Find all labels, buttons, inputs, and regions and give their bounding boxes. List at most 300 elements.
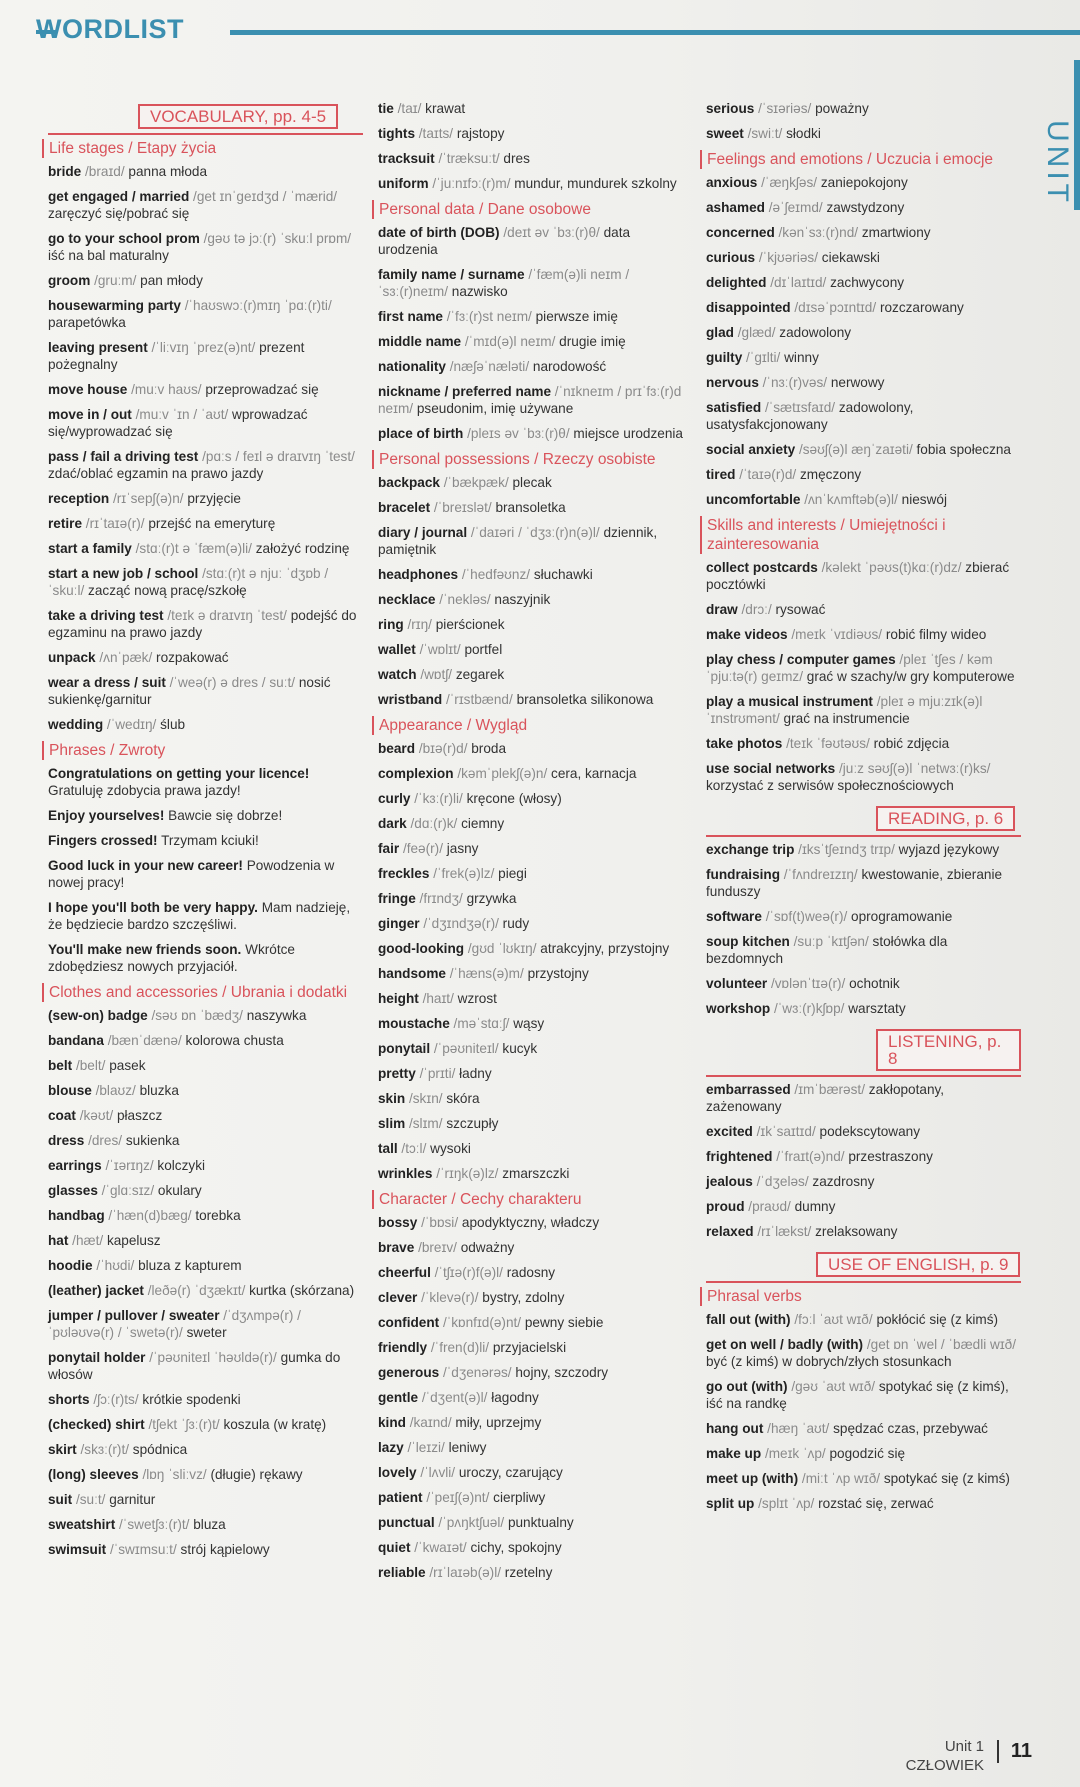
vocab-entry — [706, 1173, 1021, 1190]
entry-term: relaxed — [706, 1224, 754, 1239]
entry-pronunciation: /hæŋ ˈaʊt/ — [767, 1421, 830, 1436]
entry-term: tall — [378, 1141, 398, 1156]
entry-translation: grać w szachy/w gry komputerowe — [806, 669, 1015, 684]
entry-translation: portfel — [464, 642, 503, 657]
vocab-entry — [48, 515, 363, 532]
entry-pronunciation: /ˈjuːnɪfɔː(r)m/ — [432, 176, 511, 191]
entry-term: headphones — [378, 567, 459, 582]
entry-pronunciation: /ˈwɜː(r)kʃɒp/ — [773, 1001, 845, 1016]
entry-pronunciation: /miːt ˈʌp wɪð/ — [801, 1471, 881, 1486]
entry-translation: przyjacielski — [492, 1340, 567, 1355]
entry-translation: przeprowadzać się — [205, 382, 319, 397]
entry-translation: naszywka — [246, 1008, 307, 1023]
entry-translation: Gratuluję zdobycia prawa jazdy! — [48, 783, 241, 798]
entry-term: friendly — [378, 1340, 428, 1355]
entry-term: concerned — [706, 225, 775, 240]
vocab-entry — [378, 940, 693, 957]
entry-translation: bluza z kapturem — [138, 1258, 242, 1273]
entry-translation: zrelaksowany — [815, 1224, 898, 1239]
vocab-entry — [706, 1223, 1021, 1240]
entry-translation: sukienka — [125, 1133, 180, 1148]
vocab-entry — [706, 908, 1021, 925]
vocab-entry — [378, 383, 693, 417]
vocab-entry — [378, 425, 693, 442]
entry-pronunciation: /səʊ ɒn ˈbædʒ/ — [151, 1008, 243, 1023]
entry-pronunciation: /ˈpəʊniteɪl ˈhəʊldə(r)/ — [149, 1350, 277, 1365]
entry-term: collect postcards — [706, 560, 818, 575]
vocab-entry — [706, 324, 1021, 341]
entry-term: disappointed — [706, 300, 791, 315]
footer-unit-label: Unit 1 — [944, 1738, 984, 1755]
entry-term: start a family — [48, 541, 132, 556]
entry-pronunciation: /skɪn/ — [408, 1091, 443, 1106]
entry-term: ginger — [378, 916, 420, 931]
entry-pronunciation: /əˈʃeɪmd/ — [768, 200, 823, 215]
entry-term: serious — [706, 101, 755, 116]
entry-term: You'll make new friends soon. — [48, 942, 242, 957]
entry-pronunciation: /ˈtaɪə(r)d/ — [739, 467, 797, 482]
entry-term: Congratulations on getting your licence! — [48, 766, 310, 781]
section-heading: Phrases / Zwroty — [42, 741, 363, 760]
vocab-entry — [706, 274, 1021, 291]
entry-translation: spotykać się (z kimś), iść na randkę — [706, 1379, 1009, 1411]
section-rule — [706, 1075, 1021, 1077]
entry-pronunciation: /ˈdʒɪndʒə(r)/ — [423, 916, 499, 931]
section-box-wrap — [706, 802, 1021, 837]
entry-translation: pierwsze imię — [535, 309, 618, 324]
section-heading: Feelings and emotions / Uczucia i emocje — [700, 150, 1021, 169]
entry-pronunciation: /ˈrɪŋk(ə)lz/ — [436, 1166, 499, 1181]
entry-translation: krótkie spodenki — [142, 1392, 241, 1407]
entry-translation: grać na instrumencie — [783, 711, 910, 726]
entry-term: coat — [48, 1108, 76, 1123]
entry-pronunciation: /ˈleɪzi/ — [407, 1440, 445, 1455]
entry-term: tights — [378, 126, 415, 141]
entry-translation: atrakcyjny, przystojny — [540, 941, 670, 956]
entry-pronunciation: /rɪˈlækst/ — [757, 1224, 812, 1239]
entry-translation: gumka do włosów — [48, 1350, 341, 1382]
entry-pronunciation: /stɑː(r)t ə njuː ˈdʒɒb / ˈskuːl/ — [48, 566, 329, 598]
entry-pronunciation: /splɪt ˈʌp/ — [758, 1496, 815, 1511]
entry-term: suit — [48, 1492, 73, 1507]
entry-translation: zaniepokojony — [820, 175, 908, 190]
entry-translation: spotykać się (z kimś) — [883, 1471, 1010, 1486]
section-box-wrap — [48, 100, 363, 135]
entry-translation: zachwycony — [830, 275, 905, 290]
vocab-entry — [48, 607, 363, 641]
entry-translation: robić zdjęcia — [873, 736, 950, 751]
entry-translation: oprogramowanie — [851, 909, 953, 924]
entry-translation: słuchawki — [533, 567, 593, 582]
entry-term: cheerful — [378, 1265, 431, 1280]
entry-pronunciation: /gəʊ ˈaʊt wɪð/ — [791, 1379, 876, 1394]
entry-term: slim — [378, 1116, 406, 1131]
entry-pronunciation: /meɪk ˈvɪdiəʊs/ — [791, 627, 883, 642]
entry-translation: uroczy, czarujący — [458, 1465, 563, 1480]
vocab-entry — [378, 1040, 693, 1057]
entry-translation: zadowolony, usatysfakcjonowany — [706, 400, 914, 432]
entry-pronunciation: /ˈpʌŋktʃuəl/ — [438, 1515, 505, 1530]
entry-translation: zazdrosny — [812, 1174, 875, 1189]
vocab-entry — [706, 491, 1021, 508]
entry-pronunciation: /ˈnɪkneɪm / prɪˈfɜː(r)d neɪm/ — [378, 384, 682, 416]
entry-term: curly — [378, 791, 411, 806]
vocab-entry — [378, 1539, 693, 1556]
entry-term: uniform — [378, 176, 429, 191]
entry-translation: nazwisko — [451, 284, 508, 299]
vocab-entry — [48, 1466, 363, 1483]
vocab-entry — [706, 1148, 1021, 1165]
vocab-entry — [378, 474, 693, 491]
entry-translation: rudy — [502, 916, 530, 931]
entry-term: move in / out — [48, 407, 132, 422]
entry-translation: zakłopotany, zażenowany — [706, 1082, 945, 1114]
vocab-entry — [378, 308, 693, 325]
vocab-entry — [48, 832, 363, 849]
entry-term: workshop — [706, 1001, 771, 1016]
entry-term: ponytail — [378, 1041, 431, 1056]
vocab-entry — [48, 272, 363, 289]
entry-pronunciation: /ˈrɪstbænd/ — [445, 692, 513, 707]
entry-term: earrings — [48, 1158, 102, 1173]
entry-term: tie — [378, 101, 394, 116]
entry-term: exchange trip — [706, 842, 795, 857]
vocab-entry — [378, 125, 693, 142]
vocab-entry — [378, 1439, 693, 1456]
entry-translation: punktualny — [507, 1515, 574, 1530]
entry-translation: torebka — [195, 1208, 241, 1223]
entry-term: pretty — [378, 1066, 416, 1081]
entry-translation: ciemny — [461, 816, 505, 831]
entry-translation: założyć rodzinę — [255, 541, 350, 556]
entry-pronunciation: /ˈsætɪsfaɪd/ — [764, 400, 836, 415]
vocab-entry — [48, 716, 363, 733]
entry-pronunciation: /ˈfæm(ə)li neɪm / ˈsɜː(r)neɪm/ — [378, 267, 630, 299]
entry-pronunciation: /ˈdʒent(ə)l/ — [421, 1390, 488, 1405]
entry-translation: rzetelny — [504, 1565, 553, 1580]
entry-term: split up — [706, 1496, 755, 1511]
vocab-entry — [706, 1081, 1021, 1115]
entry-translation: cichy, spokojny — [470, 1540, 562, 1555]
entry-translation: skóra — [446, 1091, 480, 1106]
vocab-entry — [48, 1132, 363, 1149]
entry-pronunciation: /ˈhaʊswɔː(r)mɪŋ ˈpɑː(r)ti/ — [184, 298, 332, 313]
entry-pronunciation: /dɑː(r)k/ — [410, 816, 458, 831]
entry-pronunciation: /taɪts/ — [418, 126, 454, 141]
entry-translation: ciekawski — [821, 250, 880, 265]
entry-pronunciation: /ˈtʃɪə(r)f(ə)l/ — [434, 1265, 503, 1280]
entry-translation: spędzać czas, przebywać — [833, 1421, 988, 1436]
vocab-entry — [48, 1391, 363, 1408]
vocab-entry — [378, 815, 693, 832]
entry-translation: zmartwiony — [861, 225, 931, 240]
vocab-entry — [706, 601, 1021, 618]
entry-term: first name — [378, 309, 443, 324]
entry-pronunciation: /stɑː(r)t ə ˈfæm(ə)li/ — [135, 541, 252, 556]
entry-pronunciation: /ˈkwaɪət/ — [414, 1540, 467, 1555]
entry-term: bossy — [378, 1215, 418, 1230]
entry-pronunciation: /ɪmˈbærəst/ — [794, 1082, 865, 1097]
entry-translation: Wkrótce zdobędziesz nowych przyjaciół. — [48, 942, 295, 974]
entry-pronunciation: /juːz səʊʃ(ə)l ˈnetwɜː(r)ks/ — [838, 761, 991, 776]
entry-term: wristband — [378, 692, 443, 707]
entry-translation: iść na bal maturalny — [48, 248, 169, 263]
entry-term: excited — [706, 1124, 753, 1139]
entry-pronunciation: /gəʊ tə jɔː(r) ˈskuːl prɒm/ — [203, 231, 352, 246]
entry-pronunciation: /ˈhʊdi/ — [96, 1258, 135, 1273]
entry-term: play a musical instrument — [706, 694, 873, 709]
entry-term: shorts — [48, 1392, 90, 1407]
entry-translation: dumny — [794, 1199, 836, 1214]
entry-term: clever — [378, 1290, 418, 1305]
section-box-label: READING, p. 6 — [876, 806, 1015, 831]
vocab-entry — [378, 1339, 693, 1356]
entry-term: handbag — [48, 1208, 105, 1223]
vocab-entry — [378, 100, 693, 117]
vocab-entry — [378, 1264, 693, 1281]
section-heading: Personal data / Dane osobowe — [372, 200, 693, 219]
entry-term: wrinkles — [378, 1166, 433, 1181]
vocab-entry — [378, 765, 693, 782]
entry-pronunciation: /ˈhedfəʊnz/ — [461, 567, 531, 582]
entry-term: nickname / preferred name — [378, 384, 552, 399]
entry-term: patient — [378, 1490, 423, 1505]
vocab-entry — [706, 374, 1021, 391]
section-box-label: LISTENING, p. 8 — [876, 1029, 1021, 1071]
entry-pronunciation: /ˈgɪlti/ — [746, 350, 781, 365]
entry-pronunciation: /ˈkɜː(r)li/ — [414, 791, 463, 806]
entry-term: anxious — [706, 175, 758, 190]
entry-term: wedding — [48, 717, 104, 732]
entry-pronunciation: /frɪndʒ/ — [419, 891, 463, 906]
entry-pronunciation: /ˈhæn(d)bæg/ — [108, 1208, 192, 1223]
entry-term: blouse — [48, 1083, 92, 1098]
vocab-entry — [48, 649, 363, 666]
entry-term: wear a dress / suit — [48, 675, 166, 690]
entry-term: Good luck in your new career! — [48, 858, 243, 873]
entry-term: quiet — [378, 1540, 411, 1555]
entry-translation: zmęczony — [800, 467, 862, 482]
vocab-entry — [48, 1307, 363, 1341]
entry-translation: cierpliwy — [493, 1490, 546, 1505]
entry-term: pass / fail a driving test — [48, 449, 199, 464]
entry-translation: rozpakować — [156, 650, 229, 665]
entry-translation: panna młoda — [128, 164, 208, 179]
entry-pronunciation: /ˈkjʊəriəs/ — [758, 250, 818, 265]
vocab-entry — [706, 735, 1021, 752]
entry-translation: rozstać się, zerwać — [818, 1496, 934, 1511]
vocab-entry — [48, 1057, 363, 1074]
entry-term: go out (with) — [706, 1379, 788, 1394]
entry-translation: bluza — [193, 1517, 226, 1532]
vocab-entry — [706, 349, 1021, 366]
entry-term: diary / journal — [378, 525, 468, 540]
vocab-entry — [378, 915, 693, 932]
entry-translation: pokłócić się (z kimś) — [876, 1312, 999, 1327]
entry-term: delighted — [706, 275, 767, 290]
vocab-entry — [48, 1082, 363, 1099]
entry-translation: poważny — [815, 101, 869, 116]
section-box-wrap — [706, 1248, 1021, 1283]
vocab-entry — [378, 990, 693, 1007]
footer-topic: CZŁOWIEK — [905, 1757, 984, 1774]
vocab-entry — [706, 174, 1021, 191]
entry-pronunciation: /dɪˈlaɪtɪd/ — [770, 275, 827, 290]
entry-translation: sweter — [186, 1325, 227, 1340]
entry-pronunciation: /kəmˈplekʃ(ə)n/ — [457, 766, 548, 781]
entry-term: generous — [378, 1365, 440, 1380]
entry-translation: rysować — [775, 602, 826, 617]
vocab-entry — [706, 651, 1021, 685]
entry-translation: Powodzenia w nowej pracy! — [48, 858, 335, 890]
entry-pronunciation: /drɔː/ — [741, 602, 772, 617]
vocab-entry — [48, 1232, 363, 1249]
entry-translation: pewny siebie — [524, 1315, 604, 1330]
entry-translation: drugie imię — [559, 334, 626, 349]
entry-term: move house — [48, 382, 128, 397]
entry-pronunciation: /teɪk ə draɪvɪŋ ˈtest/ — [167, 608, 287, 623]
vocab-entry — [706, 866, 1021, 900]
entry-translation: Mam nadzieję, że będziecie bardzo szczęśliwi. — [48, 900, 351, 932]
vocab-entry — [48, 857, 363, 891]
vocab-entry — [378, 865, 693, 882]
entry-pronunciation: /ˈæŋkʃəs/ — [761, 175, 818, 190]
page-number: 11 — [997, 1740, 1032, 1763]
entry-term: Fingers crossed! — [48, 833, 158, 848]
vocab-entry — [706, 1311, 1021, 1328]
entry-pronunciation: /kəʊt/ — [79, 1108, 114, 1123]
vocab-entry — [378, 1214, 693, 1231]
entry-translation: kwestowanie, zbieranie funduszy — [706, 867, 1003, 899]
vocab-entry — [48, 1441, 363, 1458]
vocab-entry — [378, 1564, 693, 1581]
vocab-entry — [48, 1257, 363, 1274]
entry-pronunciation: /ˈliːvɪŋ ˈprez(ə)nt/ — [151, 340, 256, 355]
entry-pronunciation: /bɪə(r)d/ — [418, 741, 468, 756]
vocab-entry — [48, 1416, 363, 1433]
vocab-entry — [706, 466, 1021, 483]
entry-translation: mundur, mundurek szkolny — [514, 176, 677, 191]
entry-translation: ochotnik — [849, 976, 900, 991]
vocab-entry — [378, 1289, 693, 1306]
vocab-entry — [48, 230, 363, 264]
vocab-entry — [48, 1282, 363, 1299]
entry-term: make up — [706, 1446, 762, 1461]
entry-translation: nerwowy — [830, 375, 885, 390]
vocab-entry — [48, 163, 363, 180]
vocab-entry — [378, 1165, 693, 1182]
entry-pronunciation: /ˈdʒeləs/ — [756, 1174, 809, 1189]
vocab-entry — [706, 1198, 1021, 1215]
entry-translation: zacząć nową pracę/szkołę — [88, 583, 247, 598]
entry-pronunciation: /rɪˈlaɪəb(ə)l/ — [429, 1565, 502, 1580]
entry-pronunciation: /leðə(r) ˈdʒækɪt/ — [147, 1283, 246, 1298]
entry-term: ashamed — [706, 200, 765, 215]
entry-term: belt — [48, 1058, 73, 1073]
entry-translation: rajstopy — [456, 126, 505, 141]
vocab-entry — [378, 790, 693, 807]
entry-pronunciation: /ʌnˈpæk/ — [99, 650, 153, 665]
entry-pronunciation: /ˈnɜː(r)vəs/ — [762, 375, 828, 390]
entry-pronunciation: /ˈswetʃɜː(r)t/ — [119, 1517, 190, 1532]
entry-term: beard — [378, 741, 416, 756]
vocab-entry — [706, 224, 1021, 241]
unit-side-label: UNIT — [1041, 120, 1074, 206]
entry-pronunciation: /ɪksˈtʃeɪndʒ trɪp/ — [798, 842, 895, 857]
vocab-entry — [48, 1157, 363, 1174]
entry-pronunciation: /skɜː(r)t/ — [80, 1442, 130, 1457]
entry-translation: Trzymam kciuki! — [161, 833, 259, 848]
entry-pronunciation: /pleɪ ˈtʃes / kəmˈpjuːtə(r) geɪmz/ — [706, 652, 993, 684]
entry-term: gentle — [378, 1390, 419, 1405]
vocab-entry — [378, 1314, 693, 1331]
entry-translation: kręcone (włosy) — [466, 791, 562, 806]
entry-term: fringe — [378, 891, 416, 906]
entry-pronunciation: /glæd/ — [737, 325, 776, 340]
entry-term: nationality — [378, 359, 446, 374]
entry-translation: pierścionek — [435, 617, 505, 632]
entry-pronunciation: /kənˈsɜː(r)nd/ — [778, 225, 859, 240]
entry-pronunciation: /ʌnˈkʌmftəb(ə)l/ — [804, 492, 898, 507]
entry-term: dark — [378, 816, 407, 831]
entry-pronunciation: /blaʊz/ — [95, 1083, 136, 1098]
entry-term: (checked) shirt — [48, 1417, 145, 1432]
entry-translation: Bawcie się dobrze! — [168, 808, 283, 823]
vocab-entry — [48, 1541, 363, 1558]
entry-term: Enjoy yourselves! — [48, 808, 165, 823]
entry-pronunciation: /ˈnekləs/ — [439, 592, 491, 607]
vocab-entry — [48, 899, 363, 933]
vocab-entry — [378, 150, 693, 167]
entry-pronunciation: /məˈstɑːʃ/ — [453, 1016, 510, 1031]
entry-pronunciation: /ˈdʒenərəs/ — [442, 1365, 512, 1380]
entry-translation: dziennik, pamiętnik — [378, 525, 658, 557]
vocab-entry — [378, 1140, 693, 1157]
entry-translation: winny — [784, 350, 819, 365]
entry-translation: wąsy — [513, 1016, 545, 1031]
vocab-entry — [706, 1445, 1021, 1462]
entry-term: complexion — [378, 766, 454, 781]
vocab-entry — [48, 1107, 363, 1124]
entry-translation: przyjęcie — [187, 491, 241, 506]
entry-term: skirt — [48, 1442, 77, 1457]
entry-pronunciation: /haɪt/ — [422, 991, 454, 1006]
entry-pronunciation: /dres/ — [88, 1133, 123, 1148]
vocab-entry — [378, 691, 693, 708]
section-heading: Life stages / Etapy życia — [42, 139, 363, 158]
vocab-entry — [706, 693, 1021, 727]
vocab-entry — [706, 125, 1021, 142]
entry-term: unpack — [48, 650, 96, 665]
section-heading: Character / Cechy charakteru — [372, 1190, 693, 1209]
entry-translation: broda — [471, 741, 507, 756]
footer-unit — [906, 1737, 984, 1775]
entry-translation: strój kąpielowy — [180, 1542, 270, 1557]
vocab-entry — [706, 441, 1021, 458]
entry-term: good-looking — [378, 941, 465, 956]
entry-term: nervous — [706, 375, 759, 390]
entry-pronunciation: /kaɪnd/ — [409, 1415, 452, 1430]
entry-translation: wprowadzać się/wyprowadzać się — [48, 407, 308, 439]
section-heading: Appearance / Wygląd — [372, 716, 693, 735]
vocab-entry — [706, 1378, 1021, 1412]
vocab-entry — [48, 1207, 363, 1224]
entry-pronunciation: /ɪkˈsaɪtɪd/ — [756, 1124, 816, 1139]
vocab-entry — [48, 565, 363, 599]
vocab-entry — [706, 299, 1021, 316]
vocab-entry — [48, 674, 363, 708]
entry-pronunciation: /ʃɔː(r)ts/ — [93, 1392, 139, 1407]
